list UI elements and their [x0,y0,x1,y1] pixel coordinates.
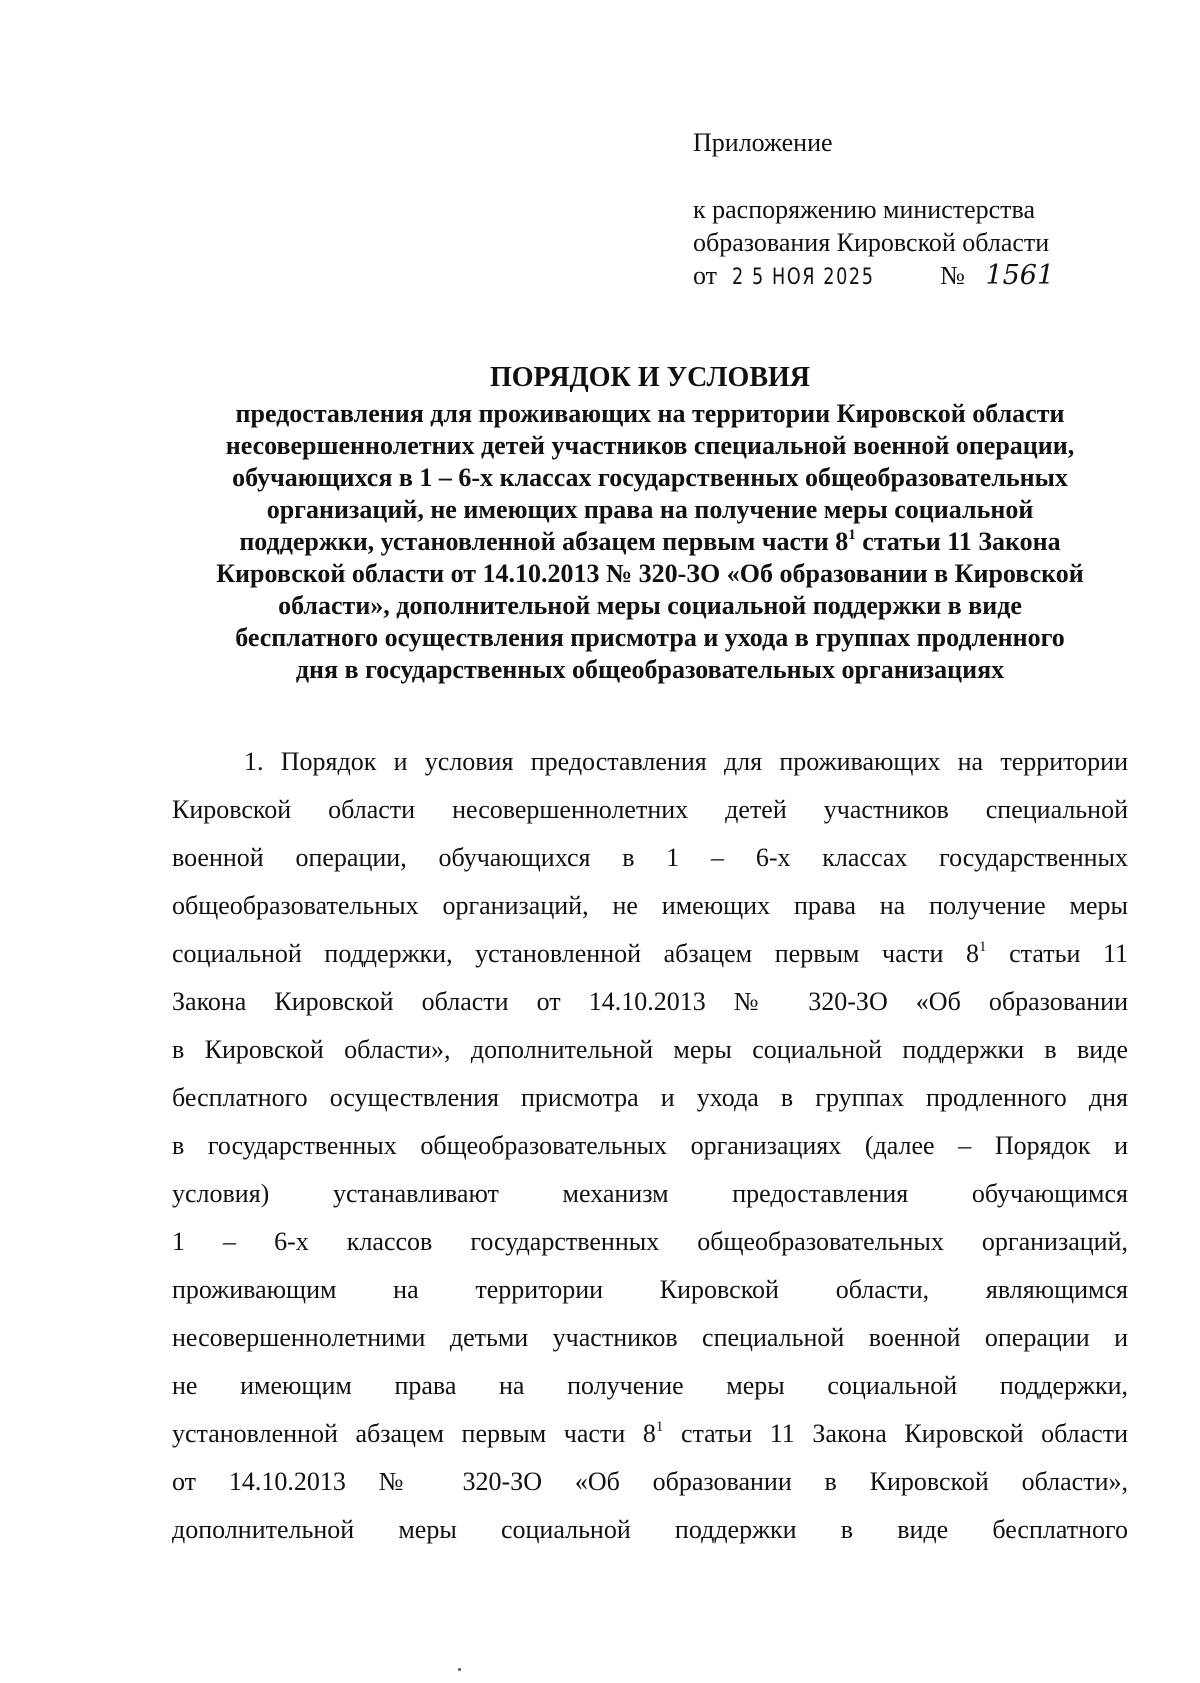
title-line: бесплатного осуществления присмотра и ухода в группах продленного [235,623,1065,652]
appendix-line-2: образования Кировской области [693,228,1050,257]
body-line: 1. Порядок и условия предоставления для проживающих на территории [244,747,1128,776]
title-line: несовершеннолетних детей участников специальной военной операции, [225,431,1075,460]
title-line: предоставления для проживающих на территории Кировской области [235,399,1065,428]
title-line: организаций, не имеющих права на получение меры социальной [266,495,1034,524]
title-line: дня в государственных общеобразовательных организациях [295,655,1005,684]
appendix-header [693,126,1153,294]
number-sign: № [940,261,965,290]
body-line: в Кировской области», дополнительной меры социальной поддержки в виде [172,1035,1128,1064]
title-line: области», дополнительной меры социальной поддержки в виде [278,591,1022,620]
body-line: несовершеннолетними детьми участников специальной военной операции и [172,1323,1128,1352]
body-line: Закона Кировской области от 14.10.2013 № 320-ЗО «Об образовании [172,987,1128,1016]
body-line: военной операции, обучающихся в 1 – 6-х классах государственных [172,843,1128,872]
body-paragraph [172,738,1128,1554]
title-line: обучающихся в 1 – 6-х классах государственных общеобразовательных [232,463,1068,492]
appendix-line-1: к распоряжению министерства [693,195,1036,224]
title-line: Кировской области от 14.10.2013 № 320-ЗО «Об образовании в Кировской [216,559,1084,588]
body-line: от 14.10.2013 № 320-ЗО «Об образовании в Кировской области», [172,1467,1128,1496]
superscript: 1 [655,1419,664,1435]
body-line-part: статьи 11 [986,939,1128,968]
title-line-part: поддержки, установленной абзацем первым части 8 [239,527,849,556]
body-line: бесплатного осуществления присмотра и ухода в группах продленного дня [172,1083,1128,1112]
body-line-part: статьи 11 Закона Кировской области [663,1419,1128,1448]
superscript: 1 [848,527,856,543]
body-line: не имеющим права на получение меры социальной поддержки, [172,1371,1128,1400]
from-label: от [693,261,718,290]
body-line: условия) устанавливают механизм предоставления обучающимся [172,1179,1128,1208]
document-title: ПОРЯДОК И УСЛОВИЯ [489,362,810,393]
body-line-part: установленной абзацем первым части 8 [172,1419,656,1448]
appendix-label: Приложение [693,128,833,157]
title-line [170,526,1130,558]
body-line: в государственных общеобразовательных организациях (далее – Порядок и [172,1131,1128,1160]
handwritten-document-number: 1561 [985,260,1055,291]
title-line-part: статьи 11 Закона [855,527,1061,556]
body-line: общеобразовательных организаций, не имеющих права на получение меры [172,891,1128,920]
body-line: дополнительной меры социальной поддержки в виде бесплатного [172,1515,1128,1544]
date-stamp: 2 5 НОЯ 2025 [731,265,875,290]
body-line: Кировской области несовершеннолетних детей участников специальной [172,795,1128,824]
appendix-date-line [693,259,1153,294]
scan-dot [458,1668,461,1671]
body-line-part: социальной поддержки, установленной абзацем первым части 8 [172,939,980,968]
body-line: 1 – 6-х классов государственных общеобразовательных организаций, [172,1227,1128,1256]
superscript: 1 [979,939,987,955]
body-line [172,930,1128,978]
body-line [172,1410,1128,1458]
body-line: проживающим на территории Кировской области, являющимся [172,1275,1128,1304]
document-title-block [170,362,1130,686]
